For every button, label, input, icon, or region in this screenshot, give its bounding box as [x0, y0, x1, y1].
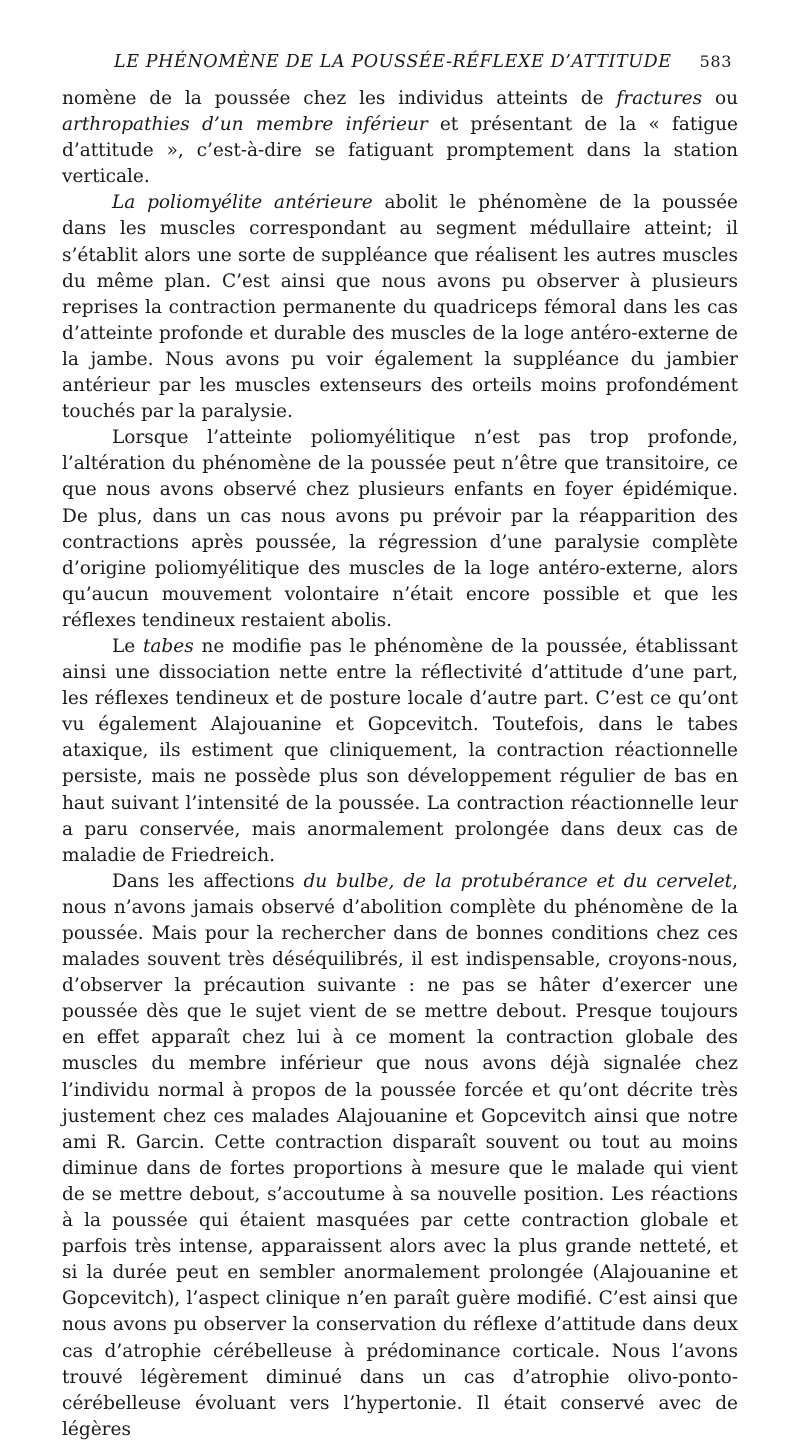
text-run: et présentant de la « fatigue d’attitude », c’est-à-dire se fatiguant promptement dans la station verticale.	[62, 114, 738, 188]
body-text	[62, 86, 738, 1443]
paragraph	[62, 869, 738, 1443]
page-number: 583	[699, 52, 732, 71]
text-run: ne modifie pas le phénomène de la poussée, établissant ainsi une dissociation nette entre la réflectivité d’attitude d’une part, les réflexes tendineux et de posture locale d’autre part. C’est ce qu’ont vu également Alajouanine et Gopcevitch. Toutefois, dans le tabes ataxique, ils estiment que cliniquement, la contraction réactionnelle persiste, mais ne possède plus son développement régulier de bas en haut suivant l’intensité de la poussée. La contraction réactionnelle leur a paru conservée, mais anormalement prolongée dans deux cas de maladie de Friedreich.	[62, 635, 738, 866]
text-run: Le	[112, 635, 143, 657]
paragraph	[62, 425, 738, 634]
paragraph	[62, 86, 738, 190]
italic-text: La poliomyélite antérieure	[112, 192, 373, 214]
text-run: Lorsque l’atteinte poliomyélitique n’est pas trop profonde, l’altération du phénomène de la poussée peut n’être que transitoire, ce que nous avons observé chez plusieurs enfants en foyer épidémique. De plus, dans un cas nous avons pu prévoir par la réapparition des contractions après poussée, la régression d’une paralysie complète d’origine poliomyélitique des muscles de la loge antéro-externe, alors qu’aucun mouvement volontaire n’était encore possible et que les réflexes tendineux restaient abolis.	[62, 427, 738, 631]
italic-text: arthropathies d’un membre inférieur	[62, 114, 428, 136]
text-run: , nous n’avons jamais observé d’abolition complète du phénomène de la poussée. Mais pour la rechercher dans de bonnes conditions chez ces malades souvent très déséquilibrés, il est indispensable, croyons-nous, d’observer la précaution suivante : ne pas se hâter d’exercer une poussée dès que le sujet vient de se mettre debout. Presque toujours en effet apparaît chez lui à ce moment la contraction globale des muscles du membre inférieur que nous avons déjà signalée chez l’individu normal à propos de la poussée forcée et qu’ont décrite très justement chez ces malades Alajouanine et Gopcevitch ainsi que notre ami R. Garcin. Cette contraction disparaît souvent ou tout au moins diminue dans de fortes proportions à mesure que le malade qui vient de se mettre debout, s’accoutume à sa nouvelle position. Les réactions à la poussée qui étaient masquées par cette contraction globale et parfois très intense, apparaissent alors avec la plus grande netteté, et si la durée peut en sembler anormalement prolongée (Alajouanine et Gopcevitch), l’aspect clinique n’en paraît guère modifié. C’est ainsi que nous avons pu observer la conservation du réflexe d’attitude dans deux cas d’atrophie cérébelleuse à prédominance corticale. Nous l’avons trouvé légèrement diminué dans un cas d’atrophie olivo-ponto-cérébelleuse évoluant vers l’hypertonie. Il était conservé avec de légères	[62, 870, 738, 1440]
italic-text: fractures	[616, 88, 703, 109]
paragraph	[62, 190, 738, 425]
running-title: LE PHÉNOMÈNE DE LA POUSSÉE-RÉFLEXE D’ATTITUDE	[114, 52, 672, 72]
text-run: nomène de la poussée chez les individus atteints de	[62, 88, 617, 109]
text-run: Dans les affections	[112, 870, 304, 892]
running-header	[62, 52, 738, 78]
paragraph	[62, 634, 738, 869]
italic-text: du bulbe, de la protubérance et du cervelet	[303, 870, 733, 892]
book-page	[62, 52, 738, 1443]
text-run: abolit le phénomène de la poussée dans les muscles correspondant au segment médullaire atteint; il s’établit alors une sorte de suppléance que réalisent les autres muscles du même plan. C’est ainsi que nous avons pu observer à plusieurs reprises la contraction permanente du quadriceps fémoral dans les cas d’atteinte profonde et durable des muscles de la loge antéro-externe de la jambe. Nous avons pu voir également la suppléance du jambier antérieur par les muscles extenseurs des orteils moins profondément touchés par la paralysie.	[62, 192, 738, 423]
italic-text: tabes	[142, 635, 194, 657]
text-run: ou	[702, 88, 738, 109]
